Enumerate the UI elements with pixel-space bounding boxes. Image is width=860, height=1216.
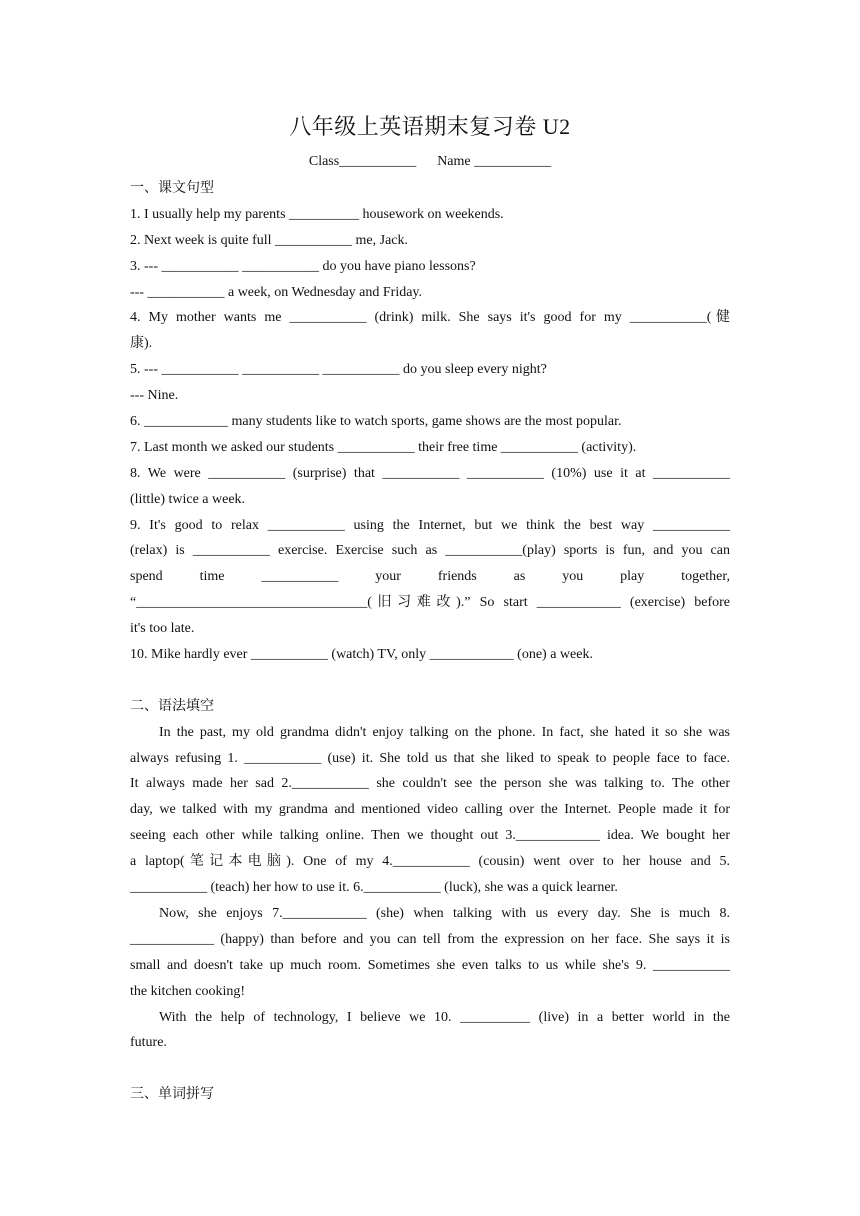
question-line: 9. It's good to relax ___________ using the Internet, but we think the best way ___________ [130,517,730,533]
question-line: 2. Next week is quite full ___________ me, Jack. [130,232,409,248]
class-name-line: Class___________ Name ___________ [308,154,552,169]
question-line: 10. Mike hardly ever ___________ (watch) TV, only ____________ (one) a week. [130,647,593,663]
passage-line: the kitchen cooking! [130,983,246,999]
passage-line: Now, she enjoys 7.____________ (she) when talking with us every day. She is much 8. [159,905,730,921]
passage-line: ____________ (happy) than before and you can tell from the expression on her face. She says it is [130,931,730,947]
question-line: 5. --- ___________ ___________ ___________ do you sleep every night? [130,362,547,378]
passage-line: seeing each other while talking online. Then we thought out 3.____________ idea. We bought her [130,828,730,844]
passage-line: always refusing 1. ___________ (use) it. She told us that she liked to speak to people face to face. [130,750,730,766]
section-spacer [130,668,730,694]
passage-line: future. [130,1035,167,1051]
section-heading-1: 一、课文句型 [130,181,214,196]
question-line: 3. --- ___________ ___________ do you have piano lessons? [130,258,476,274]
question-line: 6. ____________ many students like to watch sports, game shows are the most popular. [130,414,622,430]
question-line: --- ___________ a week, on Wednesday and Friday. [130,284,423,300]
page-title: 八年级上英语期末复习卷 U2 [289,114,571,139]
passage-line: day, we talked with my grandma and mentioned video calling over the Internet. People made it for [130,802,730,818]
passage-line: It always made her sad 2.___________ she couldn't see the person she was talking to. The other [130,776,730,792]
question-line: 4. My mother wants me ___________ (drink) milk. She says it's good for my ___________(健 [130,310,730,326]
question-line: --- Nine. [130,388,179,404]
document-body [130,176,730,1108]
passage-line: With the help of technology, I believe we 10. __________ (live) in a better world in the [159,1009,730,1025]
question-line: 7. Last month we asked our students ___________ their free time ___________ (activity). [130,439,637,455]
question-line: spend time ___________ your friends as you play together, [130,569,730,585]
question-line: (relax) is ___________ exercise. Exercise such as ___________(play) sports is fun, and you can [130,543,730,559]
question-line: 1. I usually help my parents __________ housework on weekends. [130,206,504,222]
question-line: 康). [130,336,153,352]
question-line: 8. We were ___________ (surprise) that ___________ ___________ (10%) use it at ___________ [130,465,730,481]
section-spacer [130,1056,730,1082]
section-heading-2: 二、语法填空 [130,698,214,714]
question-line: (little) twice a week. [130,491,246,507]
section-heading-3: 三、单词拼写 [130,1087,214,1103]
passage-line: In the past, my old grandma didn't enjoy talking on the phone. In fact, she hated it so she was [159,724,730,740]
passage-line: ___________ (teach) her how to use it. 6.___________ (luck), she was a quick learner. [130,880,618,896]
passage-line: small and doesn't take up much room. Sometimes she even talks to us while she's 9. ___________ [130,957,730,973]
question-line: “_________________________________(旧习难改).” So start ____________ (exercise) before [130,595,730,611]
question-line: it's too late. [130,621,195,637]
passage-line: a laptop(笔记本电脑). One of my 4.___________ (cousin) went over to her house and 5. [130,854,730,870]
